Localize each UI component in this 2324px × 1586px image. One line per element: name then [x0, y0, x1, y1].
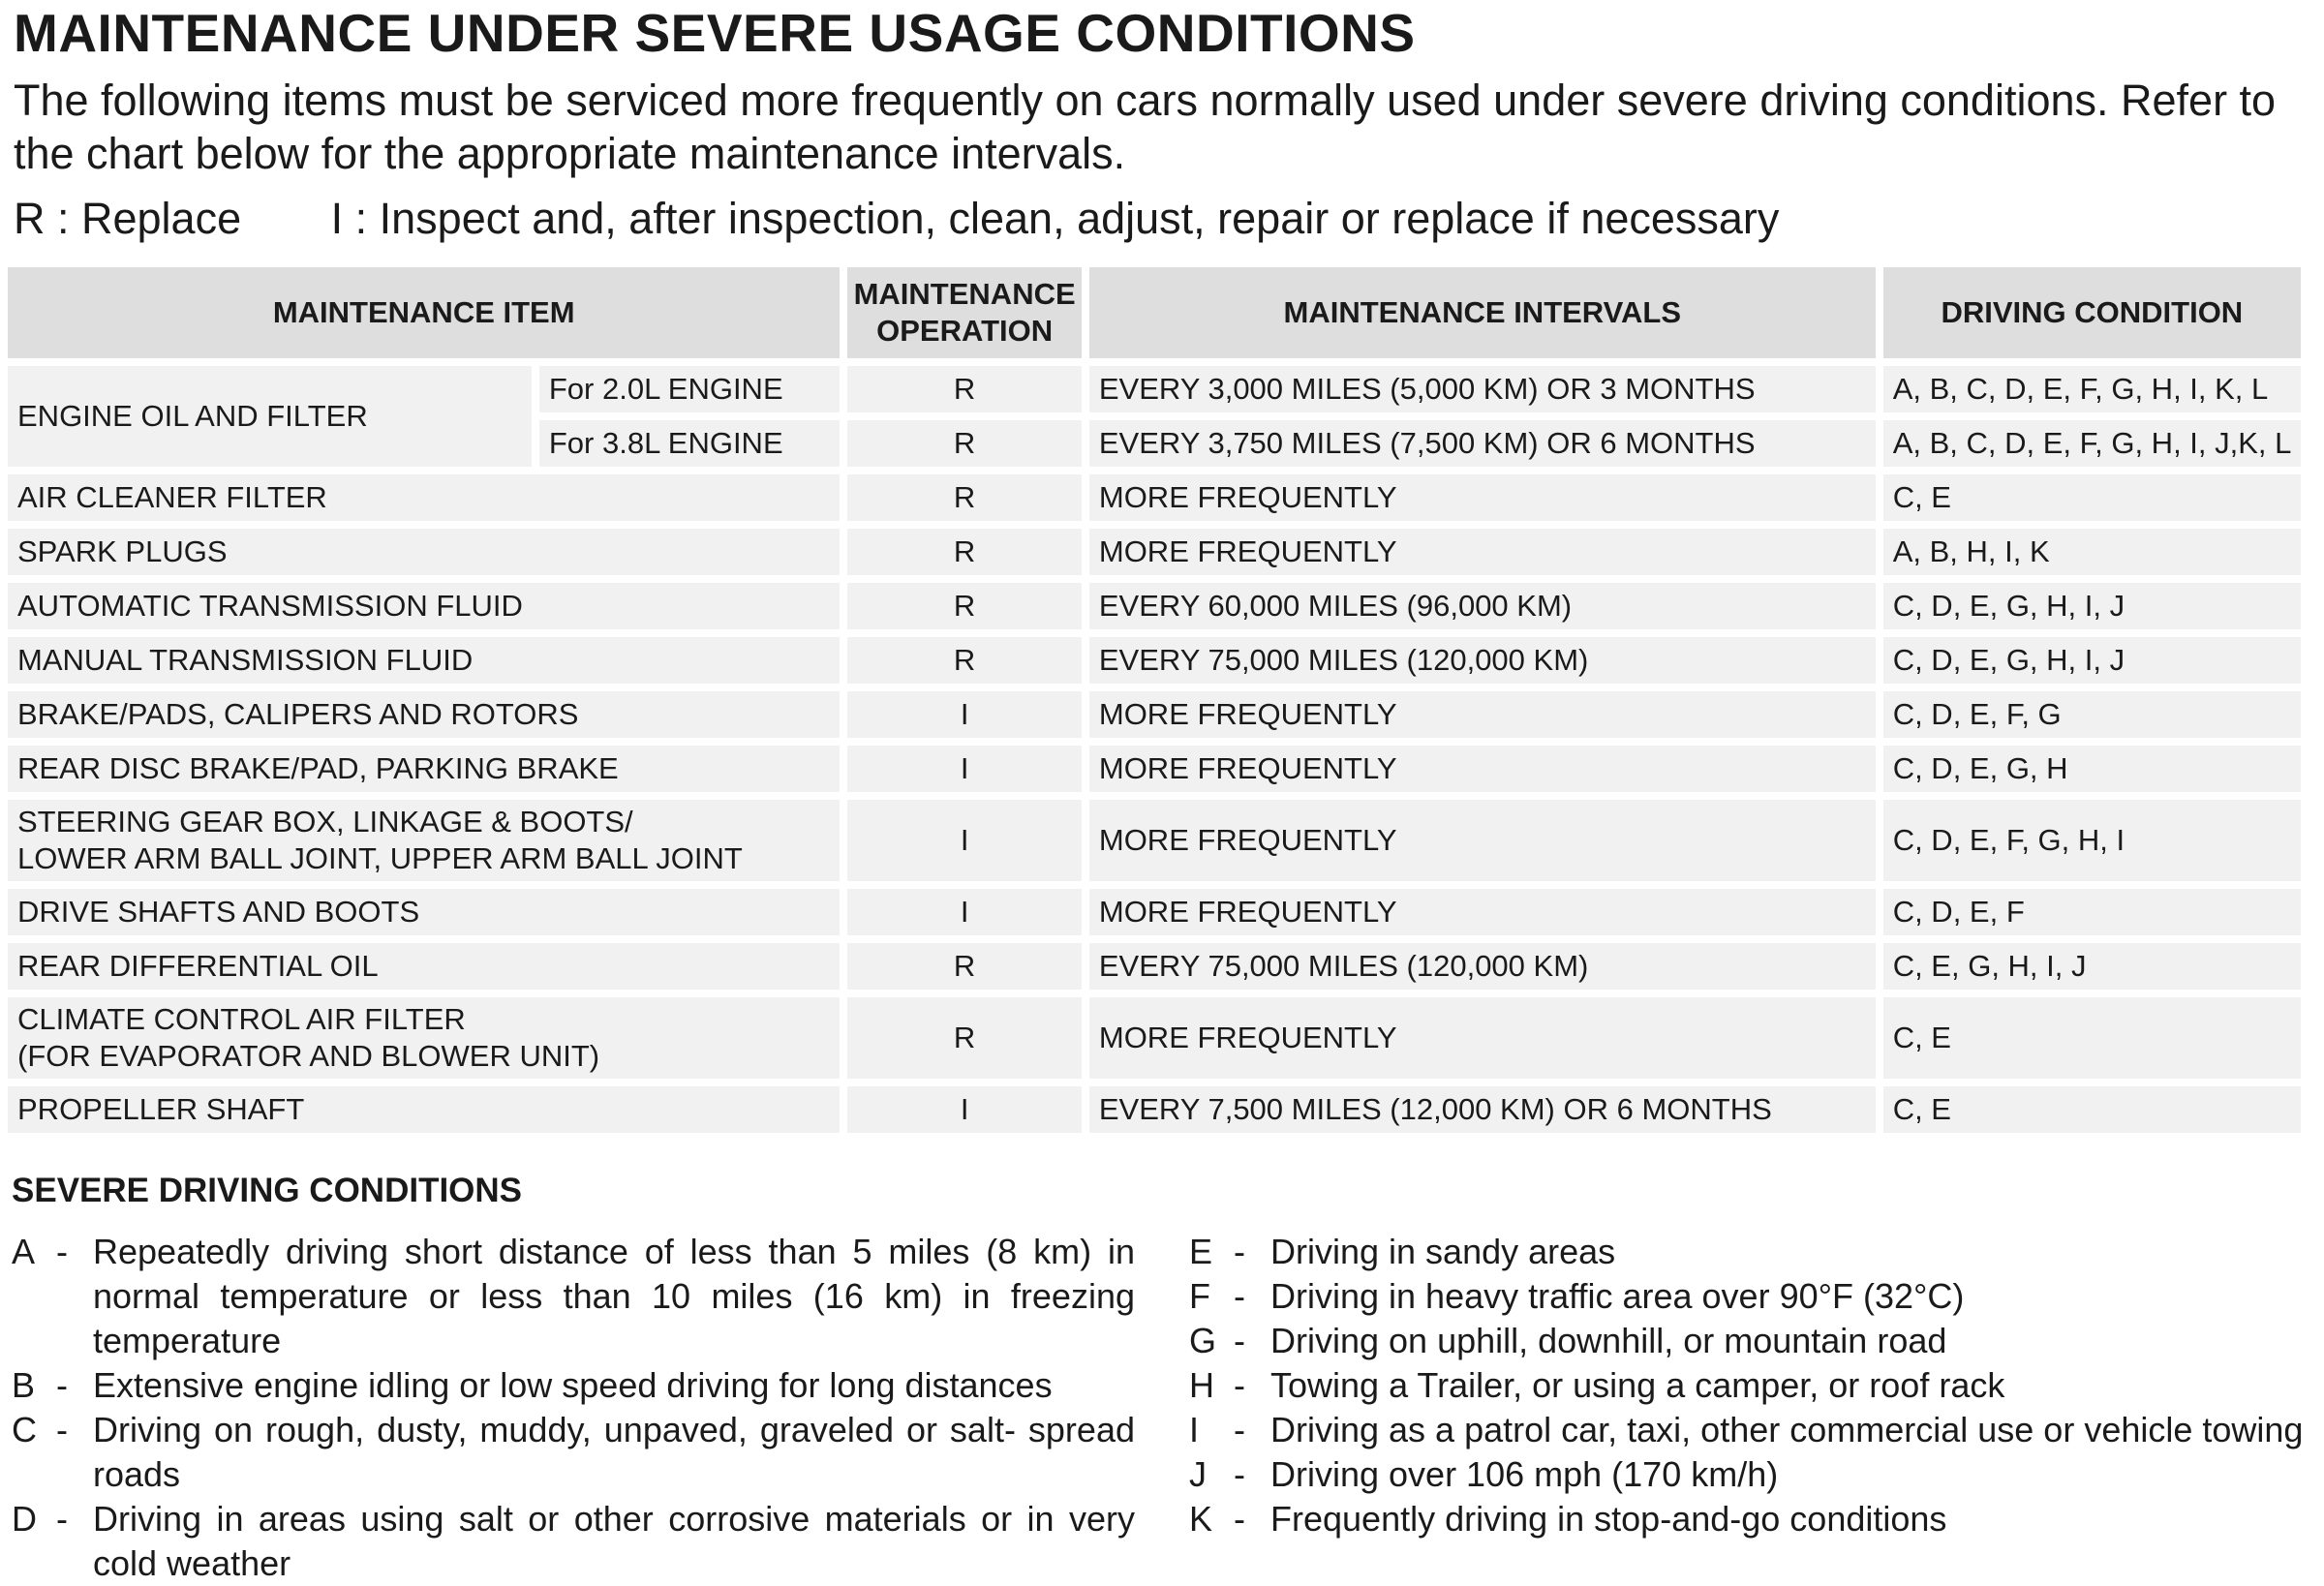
interval-cell: MORE FREQUENTLY: [1089, 474, 1876, 521]
condition-item: [12, 1363, 1135, 1408]
interval-cell: EVERY 75,000 MILES (120,000 KM): [1089, 637, 1876, 684]
interval-cell: MORE FREQUENTLY: [1089, 800, 1876, 881]
operation-cell: R: [847, 637, 1082, 684]
interval-cell: EVERY 60,000 MILES (96,000 KM): [1089, 583, 1876, 629]
operation-cell: R: [847, 997, 1082, 1079]
interval-cell: EVERY 7,500 MILES (12,000 KM) OR 6 MONTHS: [1089, 1086, 1876, 1133]
table-row: [8, 691, 2301, 738]
engine-variant-cell: For 3.8L ENGINE: [539, 420, 841, 467]
intro-paragraph: The following items must be serviced more frequently on cars normally used under severe driving conditions. Refer to the chart below for the appropriate maintenance intervals.: [14, 76, 2277, 178]
table-row: [8, 474, 2301, 521]
item-cell: DRIVE SHAFTS AND BOOTS: [8, 889, 840, 935]
condition-text: Frequently driving in stop-and-go conditions: [1270, 1499, 1947, 1539]
table-row: [8, 583, 2301, 629]
condition-item: [1189, 1363, 2322, 1408]
condition-dash: -: [1234, 1276, 1245, 1316]
legend-replace: R : Replace: [14, 194, 242, 243]
condition-text: Towing a Trailer, or using a camper, or roof rack: [1270, 1365, 2005, 1405]
condition-item: [12, 1497, 1135, 1586]
condition-cell: C, D, E, G, H: [1883, 746, 2301, 792]
interval-cell: EVERY 75,000 MILES (120,000 KM): [1089, 943, 1876, 990]
table-row: [8, 637, 2301, 684]
operation-legend: [14, 194, 1779, 244]
condition-text: Driving in areas using salt or other corrosive materials or in very cold weather: [93, 1499, 1135, 1583]
condition-letter: B: [12, 1365, 36, 1405]
interval-cell: MORE FREQUENTLY: [1089, 997, 1876, 1079]
condition-text: Extensive engine idling or low speed driving for long distances: [93, 1365, 1053, 1405]
header-maintenance-item: MAINTENANCE ITEM: [8, 267, 840, 358]
condition-text: Driving in sandy areas: [1270, 1232, 1616, 1271]
interval-cell: MORE FREQUENTLY: [1089, 746, 1876, 792]
operation-cell: R: [847, 366, 1082, 412]
item-cell: SPARK PLUGS: [8, 529, 840, 575]
condition-dash: -: [56, 1232, 68, 1271]
legend-inspect: I : Inspect and, after inspection, clean, adjust, repair or replace if necessary: [330, 194, 1780, 243]
table-row: [8, 889, 2301, 935]
item-cell: BRAKE/PADS, CALIPERS AND ROTORS: [8, 691, 840, 738]
condition-item: [1189, 1319, 2322, 1363]
condition-item: [1189, 1274, 2322, 1319]
condition-cell: C, E, G, H, I, J: [1883, 943, 2301, 990]
condition-dash: -: [1234, 1454, 1245, 1494]
condition-item: [12, 1230, 1135, 1363]
condition-dash: -: [1234, 1410, 1245, 1449]
operation-cell: I: [847, 746, 1082, 792]
item-cell: PROPELLER SHAFT: [8, 1086, 840, 1133]
interval-cell: EVERY 3,000 MILES (5,000 KM) OR 3 MONTHS: [1089, 366, 1876, 412]
condition-letter: E: [1189, 1232, 1213, 1271]
condition-text: Driving on uphill, downhill, or mountain road: [1270, 1321, 1947, 1360]
item-cell: AUTOMATIC TRANSMISSION FLUID: [8, 583, 840, 629]
interval-cell: MORE FREQUENTLY: [1089, 889, 1876, 935]
item-cell: REAR DIFFERENTIAL OIL: [8, 943, 840, 990]
header-maintenance-operation: MAINTENANCE OPERATION: [847, 267, 1082, 358]
operation-cell: R: [847, 529, 1082, 575]
item-line-2: LOWER ARM BALL JOINT, UPPER ARM BALL JOINT: [17, 841, 743, 875]
condition-letter: D: [12, 1499, 37, 1539]
interval-cell: MORE FREQUENTLY: [1089, 691, 1876, 738]
severe-conditions-heading: SEVERE DRIVING CONDITIONS: [12, 1172, 523, 1209]
condition-letter: A: [12, 1232, 36, 1271]
condition-cell: C, E: [1883, 1086, 2301, 1133]
operation-cell: I: [847, 1086, 1082, 1133]
interval-cell: EVERY 3,750 MILES (7,500 KM) OR 6 MONTHS: [1089, 420, 1876, 467]
item-cell: ENGINE OIL AND FILTER: [8, 366, 532, 467]
conditions-list-right: [1189, 1230, 2322, 1541]
table-row: [8, 1086, 2301, 1133]
condition-cell: C, D, E, F, G, H, I: [1883, 800, 2301, 881]
operation-cell: R: [847, 943, 1082, 990]
condition-letter: F: [1189, 1276, 1210, 1316]
table-row: [8, 746, 2301, 792]
condition-item: [1189, 1452, 2322, 1497]
condition-text: Repeatedly driving short distance of less than 5 miles (8 km) in normal temperature or less than 10 miles (16 km) in freezing temperature: [93, 1232, 1135, 1360]
condition-letter: H: [1189, 1365, 1214, 1405]
condition-cell: C, D, E, F, G: [1883, 691, 2301, 738]
table-row: [8, 529, 2301, 575]
condition-cell: C, E: [1883, 997, 2301, 1079]
item-line-1: STEERING GEAR BOX, LINKAGE & BOOTS/: [17, 805, 633, 839]
table-row: [8, 366, 2301, 412]
condition-item: [1189, 1497, 2322, 1541]
operation-cell: I: [847, 691, 1082, 738]
condition-dash: -: [56, 1410, 68, 1449]
condition-dash: -: [1234, 1321, 1245, 1360]
item-cell: REAR DISC BRAKE/PAD, PARKING BRAKE: [8, 746, 840, 792]
interval-cell: MORE FREQUENTLY: [1089, 529, 1876, 575]
operation-cell: R: [847, 583, 1082, 629]
table-row: [8, 800, 2301, 881]
condition-cell: A, B, C, D, E, F, G, H, I, J,K, L: [1883, 420, 2301, 467]
engine-variant-cell: For 2.0L ENGINE: [539, 366, 841, 412]
item-cell: MANUAL TRANSMISSION FLUID: [8, 637, 840, 684]
condition-cell: C, E: [1883, 474, 2301, 521]
item-cell: [8, 800, 840, 881]
condition-letter: C: [12, 1410, 37, 1449]
condition-letter: K: [1189, 1499, 1213, 1539]
item-cell: [8, 997, 840, 1079]
header-maintenance-intervals: MAINTENANCE INTERVALS: [1089, 267, 1876, 358]
header-driving-condition: DRIVING CONDITION: [1883, 267, 2301, 358]
table-row: [8, 997, 2301, 1079]
condition-letter: J: [1189, 1454, 1207, 1494]
condition-cell: C, D, E, F: [1883, 889, 2301, 935]
table-row: [8, 943, 2301, 990]
condition-text: Driving over 106 mph (170 km/h): [1270, 1454, 1779, 1494]
condition-text: Driving on rough, dusty, muddy, unpaved, graveled or salt- spread roads: [93, 1410, 1135, 1494]
operation-cell: R: [847, 420, 1082, 467]
item-cell: AIR CLEANER FILTER: [8, 474, 840, 521]
condition-letter: G: [1189, 1321, 1217, 1360]
condition-item: [12, 1408, 1135, 1497]
table-header-row: [8, 267, 2301, 358]
condition-dash: -: [1234, 1365, 1245, 1405]
condition-cell: A, B, H, I, K: [1883, 529, 2301, 575]
condition-dash: -: [56, 1499, 68, 1539]
condition-cell: A, B, C, D, E, F, G, H, I, K, L: [1883, 366, 2301, 412]
condition-cell: C, D, E, G, H, I, J: [1883, 637, 2301, 684]
conditions-list-left: [12, 1230, 1135, 1586]
condition-item: [1189, 1408, 2322, 1452]
condition-dash: -: [1234, 1499, 1245, 1539]
condition-item: [1189, 1230, 2322, 1274]
operation-cell: R: [847, 474, 1082, 521]
operation-cell: I: [847, 800, 1082, 881]
condition-cell: C, D, E, G, H, I, J: [1883, 583, 2301, 629]
maintenance-table: [0, 259, 2309, 1141]
condition-dash: -: [56, 1365, 68, 1405]
condition-dash: -: [1234, 1232, 1245, 1271]
item-line-2: (FOR EVAPORATOR AND BLOWER UNIT): [17, 1039, 600, 1073]
condition-letter: I: [1189, 1410, 1200, 1449]
condition-text: Driving in heavy traffic area over 90°F (32°C): [1270, 1276, 1965, 1316]
operation-cell: I: [847, 889, 1082, 935]
page-title: MAINTENANCE UNDER SEVERE USAGE CONDITIONS: [14, 3, 1416, 63]
condition-text: Driving as a patrol car, taxi, other commercial use or vehicle towing: [1270, 1410, 2304, 1449]
item-line-1: CLIMATE CONTROL AIR FILTER: [17, 1002, 466, 1036]
